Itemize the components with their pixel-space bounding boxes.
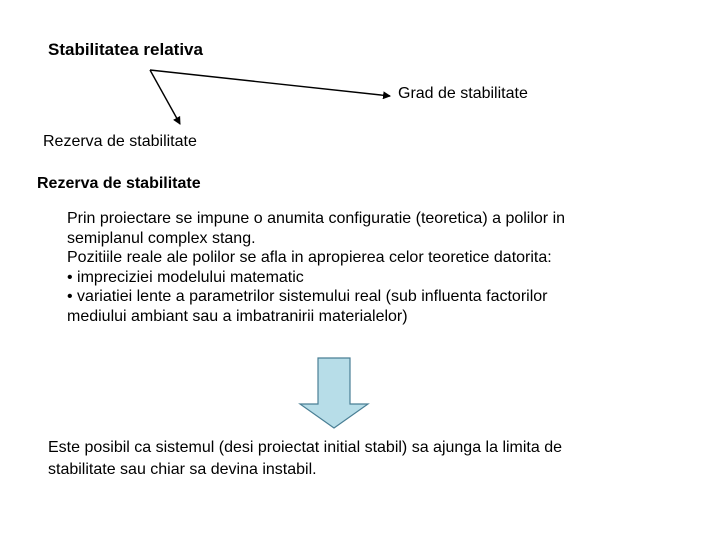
paragraph-line: semiplanul complex stang. [67,229,256,247]
explanation-paragraph [67,209,565,326]
conclusion-line: stabilitate sau chiar sa devina instabil. [48,461,317,478]
paragraph-bullet: • variatiei lente a parametrilor sistemului real (sub influenta factorilor [67,288,548,305]
paragraph-line: Pozitiile reale ale polilor se afla in apropierea celor teoretice datorita: [67,249,552,266]
rezerva-label: Rezerva de stabilitate [43,133,197,150]
conclusion-line: Este posibil ca sistemul (desi proiectat initial stabil) sa ajunga la limita de [48,439,563,456]
down-arrow [300,358,368,428]
rezerva-heading: Rezerva de stabilitate [37,175,201,192]
grad-label: Grad de stabilitate [398,85,528,102]
paragraph-line: Prin proiectare se impune o anumita configuratie (teoretica) a polilor in [67,210,566,227]
arrow-to-grad [150,70,390,96]
arrow-to-rezerva [150,70,180,124]
paragraph-bullet: • impreciziei modelului matematic [67,268,304,286]
paragraph-line: mediului ambiant sau a imbatranirii materialelor) [67,307,408,325]
slide-title: Stabilitatea relativa [48,40,203,59]
conclusion-text [48,437,562,481]
